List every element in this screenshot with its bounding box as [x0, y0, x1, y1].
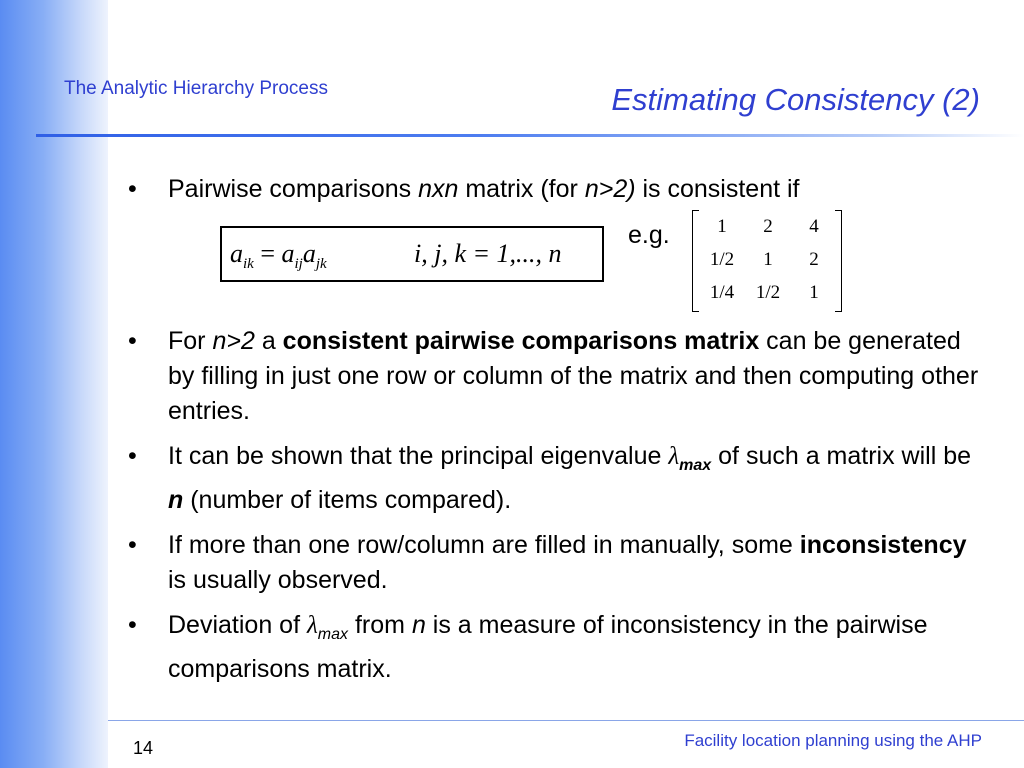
matrix-cell: 1 — [809, 282, 819, 303]
example-label: e.g. — [628, 221, 670, 249]
bullet-dot: • — [128, 442, 137, 470]
matrix-cell: 2 — [763, 216, 773, 237]
matrix-cell: 1/2 — [755, 282, 781, 303]
lambda-symbol: λ — [306, 612, 318, 639]
footer-caption: Facility location planning using the AHP — [684, 731, 982, 750]
bullet-dot: • — [128, 611, 137, 639]
bullet-consistent-matrix-generation: • For n>2 a consistent pairwise comparisons matrix can be generated by filling in just one row or column of the matrix and then computing other entries. — [128, 324, 988, 429]
bullet-list — [128, 172, 988, 687]
bullet-principal-eigenvalue: • It can be shown that the principal eigenvalue $\lambda_{max}$ of such a matrix will be n (number of items compared). — [128, 439, 988, 518]
consistency-formula-box: $a_{ik} = a_{ij}a_{jk}$ i, j, k = 1,..., n — [220, 226, 604, 282]
matrix-cell: 1/2 — [709, 249, 735, 270]
bullet-dot: • — [128, 175, 137, 203]
matrix-cell: 1 — [717, 216, 727, 237]
header-divider — [36, 134, 1024, 137]
matrix-cell: 4 — [809, 216, 819, 237]
matrix-left-bracket — [692, 210, 699, 312]
footer-divider — [108, 720, 1024, 721]
example-matrix — [692, 206, 842, 314]
bullet-inconsistency: • If more than one row/column are filled in manually, some inconsistency is usually observed. — [128, 528, 988, 598]
lambda-symbol: λ — [668, 443, 680, 470]
presentation-title: The Analytic Hierarchy Process — [64, 78, 328, 99]
matrix-right-bracket — [835, 210, 842, 312]
left-gradient-band — [0, 0, 108, 768]
matrix-cell: 1/4 — [709, 282, 735, 303]
bullet-consistency-definition: • Pairwise comparisons nxn matrix (for n>2) is consistent if $a_{ik} = a_{ij}a_{jk}$ i, j, k = 1,..., n e.g. 1 2 4 1/2 1 2 1/4 1/2 1 — [128, 172, 988, 322]
bullet-dot: • — [128, 327, 137, 355]
matrix-cell: 1 — [763, 249, 773, 270]
bullet-dot: • — [128, 531, 137, 559]
formula-index-range: i, j, k = 1,..., n — [414, 239, 562, 268]
slide-title: Estimating Consistency (2) — [611, 82, 980, 117]
page-number: 14 — [133, 738, 154, 758]
matrix-cell: 2 — [809, 249, 819, 270]
bullet-deviation-measure: • Deviation of $\lambda_{max}$ from n is a measure of inconsistency in the pairwise comparisons matrix. — [128, 608, 988, 687]
